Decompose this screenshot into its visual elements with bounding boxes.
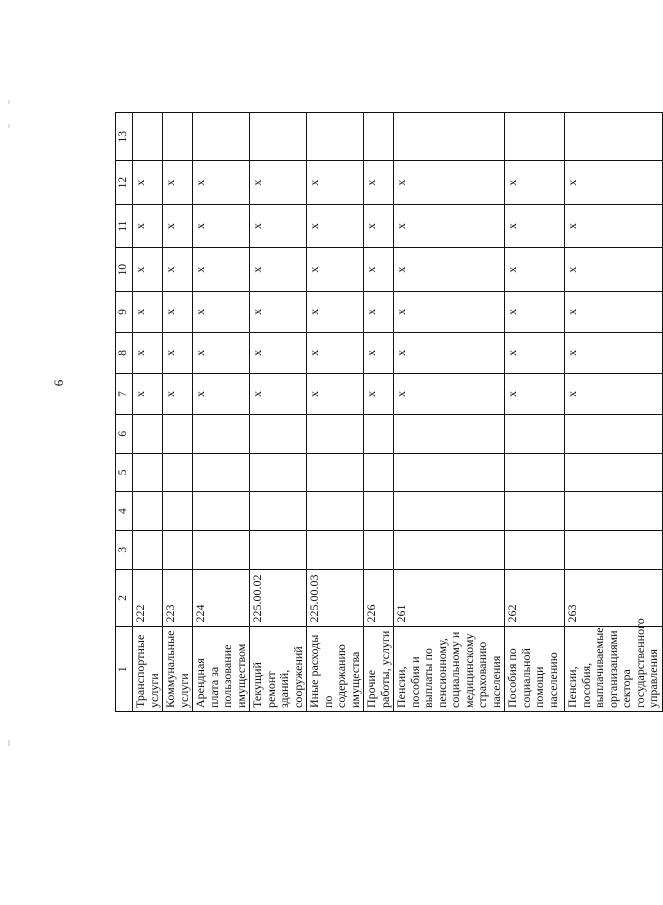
table-cell [193, 414, 250, 453]
table-cell: x [394, 291, 505, 332]
table-cell [565, 453, 663, 492]
row-name: Прочие работы, услуги [364, 627, 394, 712]
table-row [250, 113, 307, 712]
table-cell [505, 414, 565, 453]
table-cell: x [250, 332, 307, 373]
table-cell [307, 453, 364, 492]
table-cell: x [565, 373, 663, 414]
column-header: 1 [116, 627, 133, 712]
table-row [307, 113, 364, 712]
table-cell [250, 492, 307, 531]
table-cell: x [193, 161, 250, 204]
table-cell: x [307, 291, 364, 332]
table-cell [364, 113, 394, 161]
row-code: 263 [565, 569, 663, 627]
table-cell [133, 113, 163, 161]
table-cell [163, 113, 193, 161]
column-header: 3 [116, 530, 133, 569]
table-cell [163, 492, 193, 531]
row-code: 225.00.03 [307, 569, 364, 627]
table-cell: x [505, 291, 565, 332]
table-cell [394, 492, 505, 531]
table-cell [565, 530, 663, 569]
table-cell: x [163, 373, 193, 414]
row-code: 261 [394, 569, 505, 627]
table-cell: x [250, 204, 307, 247]
table-cell: x [394, 248, 505, 291]
table-cell: x [394, 204, 505, 247]
row-name: Текущий ремонт зданий, сооружений [250, 627, 307, 712]
column-header: 2 [116, 569, 133, 627]
table-cell: x [133, 373, 163, 414]
column-header: 6 [116, 414, 133, 453]
row-code: 262 [505, 569, 565, 627]
table-cell: x [163, 332, 193, 373]
page-number: 6 [51, 379, 66, 387]
column-header: 11 [116, 204, 133, 247]
table-cell [394, 113, 505, 161]
table-cell: x [193, 248, 250, 291]
table-cell [505, 530, 565, 569]
table-cell [133, 414, 163, 453]
row-name: Арендная плата за пользование имуществом [193, 627, 250, 712]
table-cell: x [307, 204, 364, 247]
table-cell: x [307, 332, 364, 373]
row-code: 223 [163, 569, 193, 627]
row-code: 226 [364, 569, 394, 627]
table-cell: x [505, 248, 565, 291]
table-cell: x [307, 248, 364, 291]
table-cell: x [364, 161, 394, 204]
budget-table-rotated [115, 112, 660, 712]
table-row [505, 113, 565, 712]
table-cell [394, 530, 505, 569]
row-code: 222 [133, 569, 163, 627]
table-cell: x [133, 248, 163, 291]
table-cell: x [394, 161, 505, 204]
column-header: 5 [116, 453, 133, 492]
column-header: 8 [116, 332, 133, 373]
table-cell [250, 113, 307, 161]
table-body [116, 113, 663, 712]
table-cell [364, 492, 394, 531]
table-row [565, 113, 663, 712]
table-cell: x [505, 373, 565, 414]
row-name: Пенсии, пособия и выплаты по пенсионному, социальному и медицинскому страхованию населения [394, 627, 505, 712]
table-row [133, 113, 163, 712]
row-code: 225.00.02 [250, 569, 307, 627]
table-cell [250, 530, 307, 569]
table-cell: x [250, 291, 307, 332]
header-row [116, 113, 133, 712]
table-cell [193, 113, 250, 161]
table-cell [307, 530, 364, 569]
table-cell: x [193, 291, 250, 332]
table-cell [250, 453, 307, 492]
table-cell [250, 414, 307, 453]
table-cell: x [163, 291, 193, 332]
row-name: Транспортные услуги [133, 627, 163, 712]
table-cell: x [364, 373, 394, 414]
table-cell: x [133, 204, 163, 247]
table-cell: x [565, 332, 663, 373]
table-cell [364, 453, 394, 492]
table-cell: x [193, 332, 250, 373]
table-cell: x [193, 204, 250, 247]
table-cell: x [565, 291, 663, 332]
table-cell: x [364, 248, 394, 291]
table-cell [364, 530, 394, 569]
column-header: 10 [116, 248, 133, 291]
budget-table [115, 112, 663, 712]
table-cell: x [565, 161, 663, 204]
column-header: 7 [116, 373, 133, 414]
table-cell [505, 113, 565, 161]
table-cell: x [250, 248, 307, 291]
row-code: 224 [193, 569, 250, 627]
table-cell [133, 453, 163, 492]
table-cell: x [505, 204, 565, 247]
table-cell [163, 530, 193, 569]
table-row [394, 113, 505, 712]
table-cell: x [565, 248, 663, 291]
table-cell [133, 492, 163, 531]
row-name: Пенсии, пособия, выплачиваемые организациями сектора государственного управления [565, 627, 663, 712]
table-cell: x [505, 332, 565, 373]
table-row [193, 113, 250, 712]
row-name: Иные расходы по содержанию имущества [307, 627, 364, 712]
column-header: 9 [116, 291, 133, 332]
row-name: Пособия по социальной помощи населению [505, 627, 565, 712]
table-cell: x [364, 204, 394, 247]
table-cell [307, 113, 364, 161]
table-cell [505, 492, 565, 531]
table-cell [505, 453, 565, 492]
table-cell: x [307, 161, 364, 204]
table-cell [565, 492, 663, 531]
table-cell: x [133, 291, 163, 332]
table-cell: x [364, 291, 394, 332]
table-cell [133, 530, 163, 569]
table-cell: x [394, 332, 505, 373]
table-cell [307, 414, 364, 453]
table-cell [364, 414, 394, 453]
column-header: 13 [116, 113, 133, 161]
table-cell: x [193, 373, 250, 414]
table-cell [163, 453, 193, 492]
table-cell [394, 414, 505, 453]
table-cell [193, 530, 250, 569]
table-cell: x [133, 332, 163, 373]
table-cell: x [163, 248, 193, 291]
table-cell [193, 492, 250, 531]
table-cell [163, 414, 193, 453]
row-name: Коммунальные услуги [163, 627, 193, 712]
table-cell [193, 453, 250, 492]
table-cell [565, 414, 663, 453]
column-header: 12 [116, 161, 133, 204]
table-cell: x [133, 161, 163, 204]
table-cell: x [250, 161, 307, 204]
table-cell: x [364, 332, 394, 373]
table-cell: x [307, 373, 364, 414]
table-cell: x [250, 373, 307, 414]
table-cell: x [163, 161, 193, 204]
column-header: 4 [116, 492, 133, 531]
table-cell [565, 113, 663, 161]
table-row [364, 113, 394, 712]
table-cell: x [565, 204, 663, 247]
table-cell: x [394, 373, 505, 414]
table-cell: x [505, 161, 565, 204]
table-cell: x [163, 204, 193, 247]
table-row [163, 113, 193, 712]
table-cell [307, 492, 364, 531]
table-cell [394, 453, 505, 492]
